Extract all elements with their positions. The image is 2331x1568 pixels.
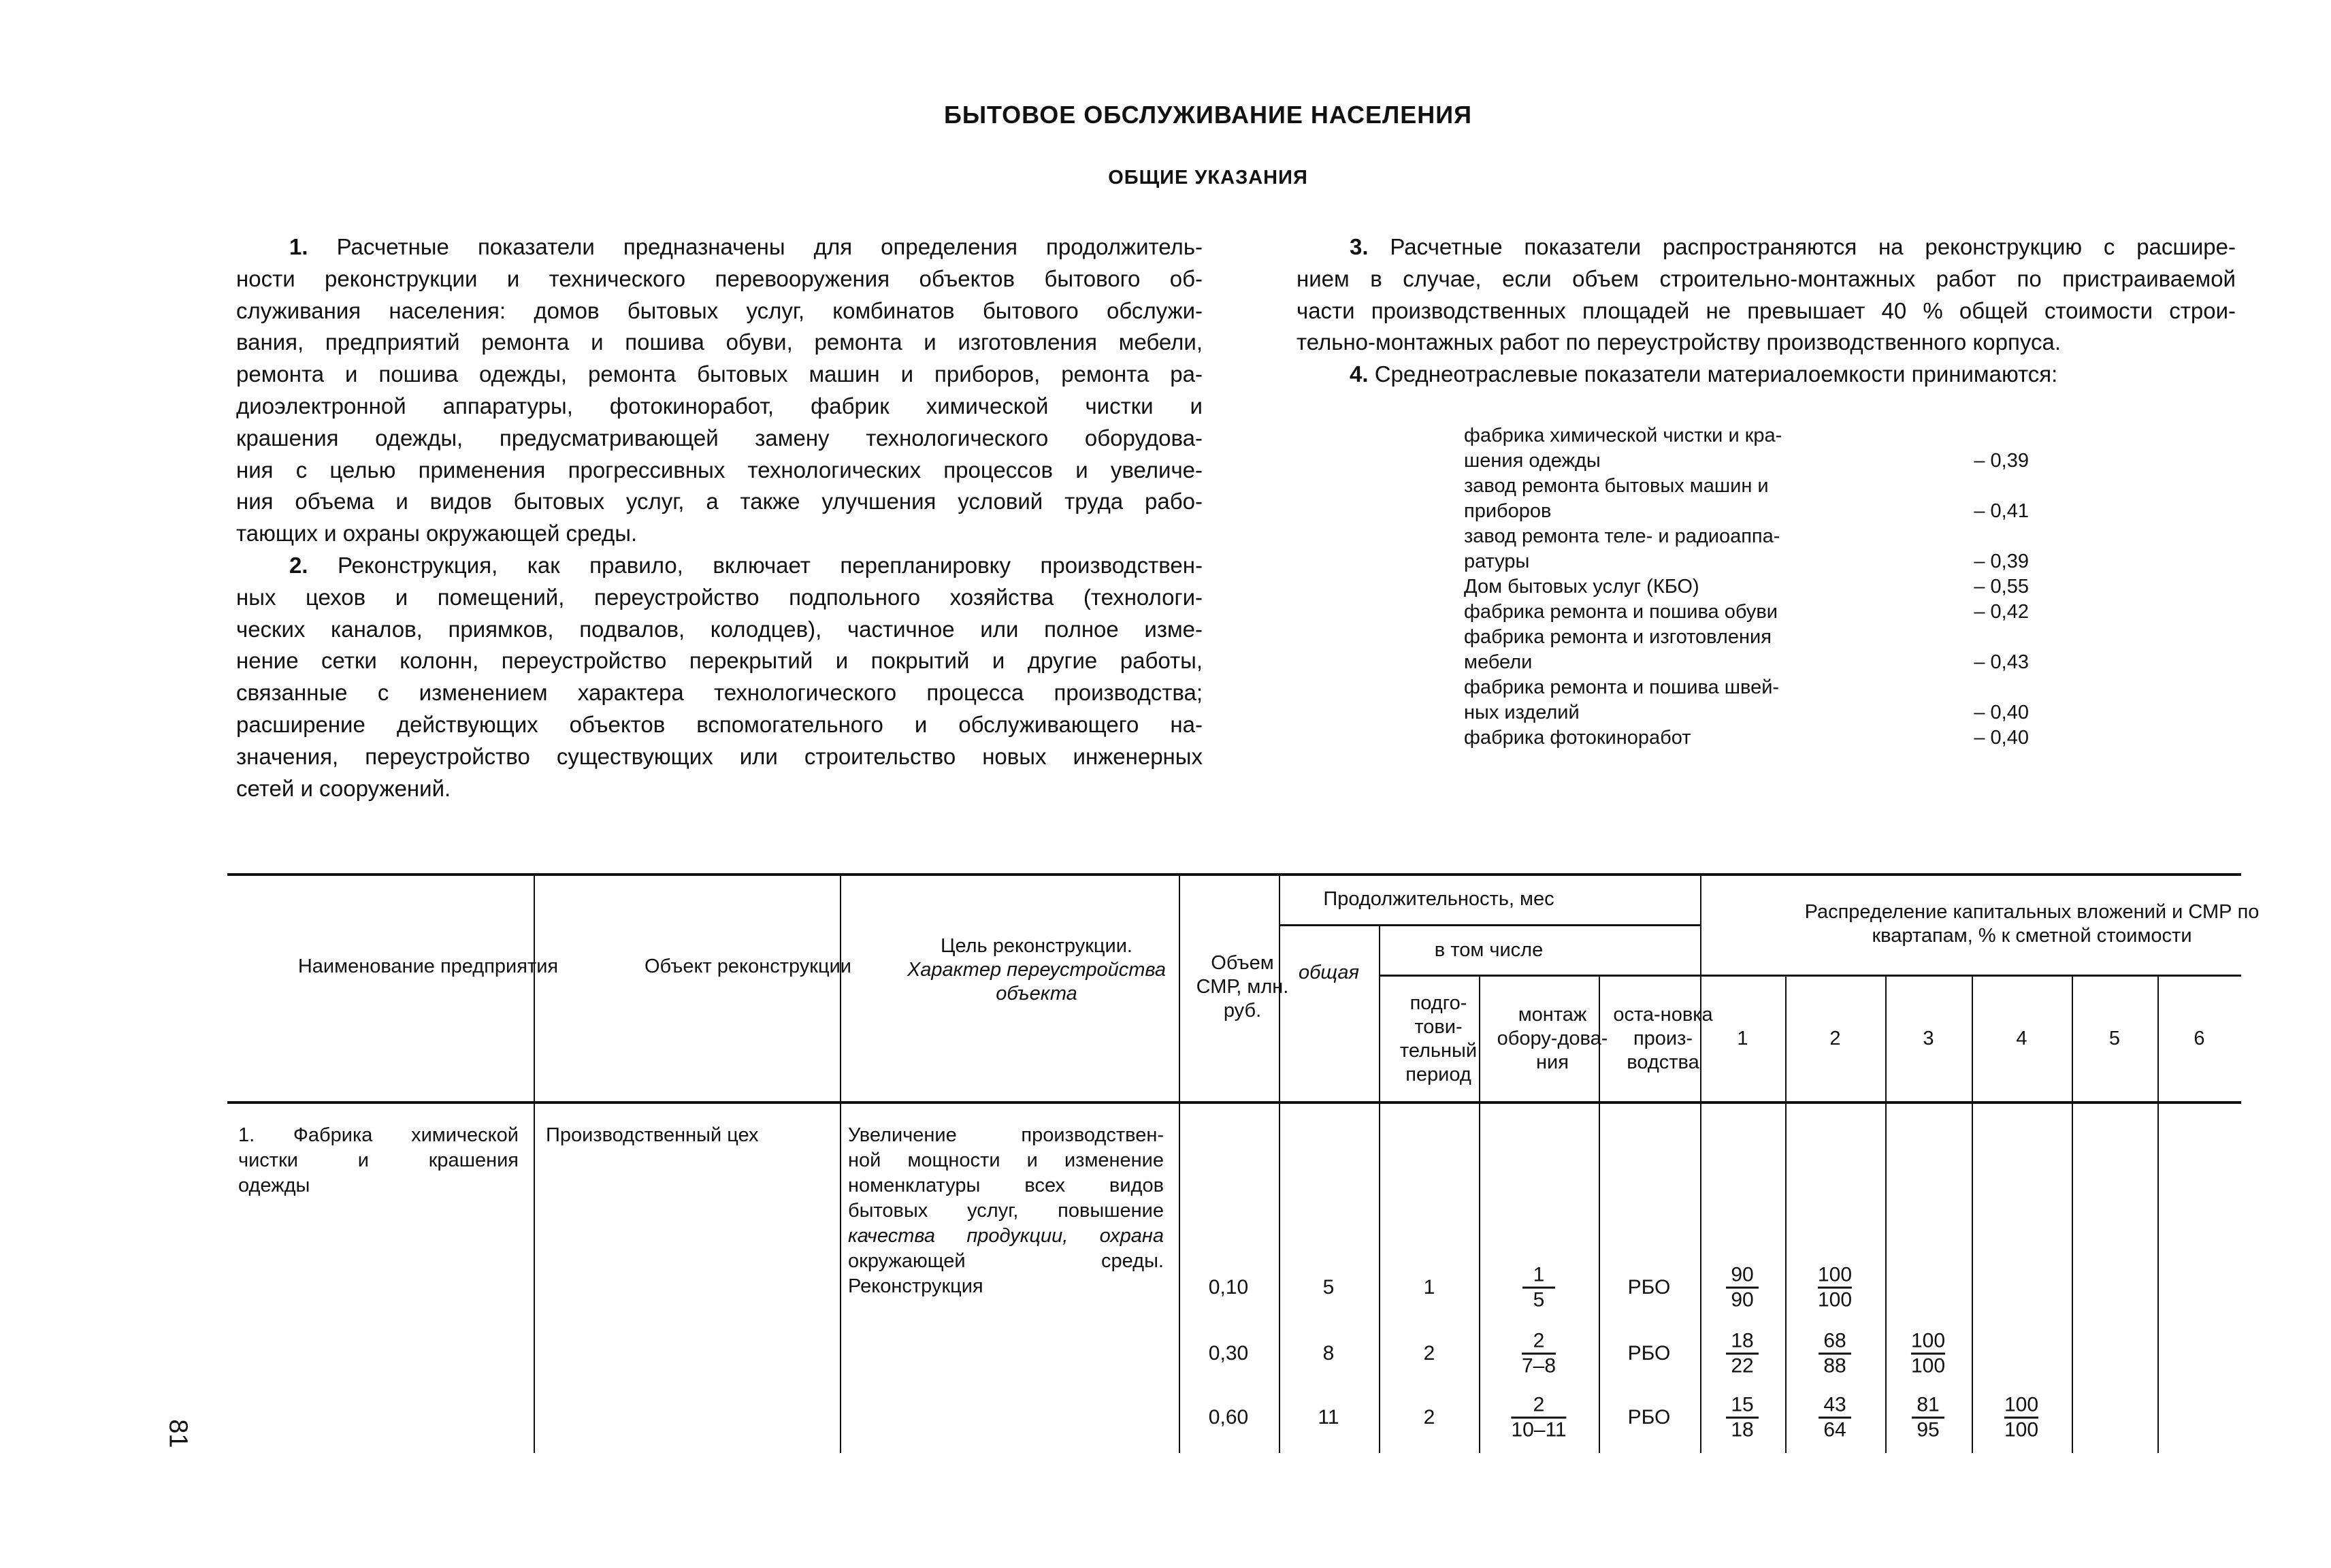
paragraph-number: 4.: [1350, 361, 1369, 387]
line-text: ных цехов и помещений, переустройство подпольного хозяйства (технологи-: [236, 584, 1203, 610]
material-row: [1464, 574, 2029, 600]
paragraph-line: [236, 391, 1203, 423]
material-name: Дом бытовых услуг (КБО): [1464, 576, 1699, 598]
material-value: – 0,40: [1974, 702, 2029, 723]
paragraph-line: [236, 582, 1203, 614]
material-row: [1464, 725, 2029, 751]
line-text: Реконструкция, как правило, включает перепланировку производствен-: [338, 552, 1203, 578]
denominator: 100: [1817, 1288, 1853, 1311]
paragraph-line: [236, 677, 1203, 709]
goal-line: Увеличение производствен-: [848, 1124, 1164, 1146]
material-name: приборов: [1464, 500, 1552, 522]
material-value: – 0,41: [1974, 500, 2029, 522]
fraction: [1911, 1330, 1945, 1378]
line-text: ческих каналов, приямков, подвалов, колодцев), частичное или полное изме-: [236, 616, 1203, 642]
header-prep: подго-тови-тельный период: [1399, 992, 1478, 1085]
fraction: [1912, 1394, 1944, 1442]
volume-value: 0,60: [1208, 1406, 1249, 1428]
denominator: 64: [1823, 1418, 1846, 1441]
paragraph-line: [236, 455, 1203, 487]
header-distribution: Распределение капитальных вложений и СМР по квартапам, % к сметной стоимости: [1804, 900, 2260, 947]
material-row: [1464, 600, 2029, 625]
prep-period: 1: [1423, 1276, 1435, 1298]
paragraph-line: [1297, 327, 2236, 359]
object-line: Производственный цех: [546, 1124, 759, 1146]
stop-production: РБО: [1627, 1406, 1671, 1428]
paragraph-number: 1.: [289, 234, 308, 259]
mount-duration: [1522, 1330, 1556, 1378]
material-name: фабрика химической чистки и кра-: [1464, 425, 1782, 446]
paragraph-line: [236, 231, 1203, 263]
numerator: 81: [1917, 1393, 1940, 1416]
line-text: Среднеотраслевые показатели материалоемкости принимаются:: [1374, 361, 2058, 387]
header-object: Объект реконструкции: [644, 955, 851, 977]
fraction: [2004, 1394, 2038, 1442]
paragraph-line: [236, 645, 1203, 677]
paragraph-line: [1297, 231, 2236, 263]
paragraph-line: [1297, 263, 2236, 295]
numerator: 2: [1533, 1329, 1545, 1352]
quarter-share-1: [1726, 1394, 1759, 1442]
material-row: [1464, 675, 2029, 725]
header-duration: Продолжительность, мес: [1323, 888, 1554, 910]
quarter-share-2: [1818, 1264, 1852, 1312]
numerator: 15: [1731, 1393, 1754, 1416]
paragraph-line: [236, 486, 1203, 518]
material-value: – 0,42: [1974, 601, 2029, 623]
total-duration: 5: [1322, 1276, 1335, 1298]
denominator: 100: [1910, 1354, 1946, 1377]
material-name: мебели: [1464, 651, 1533, 673]
numerator: 43: [1823, 1393, 1846, 1416]
paragraph-line: [236, 327, 1203, 359]
paragraph-line: [236, 709, 1203, 741]
line-text: Расчетные показатели предназначены для определения продолжитель-: [336, 234, 1203, 259]
total-duration: 11: [1318, 1406, 1339, 1428]
line-text: ния с целью применения прогрессивных технологических процессов и увеличе-: [236, 457, 1203, 483]
quarter-share-1: [1726, 1264, 1759, 1312]
numerator: 100: [1817, 1263, 1853, 1286]
header-quarter-2: 2: [1829, 1028, 1841, 1049]
material-value: – 0,39: [1974, 551, 2029, 572]
volume-value: 0,30: [1208, 1342, 1249, 1365]
paragraph-line: [236, 359, 1203, 391]
material-value: – 0,39: [1974, 450, 2029, 472]
line-text: вания, предприятий ремонта и пошива обуви, ремонта и изготовления мебели,: [236, 329, 1203, 355]
quarter-share-1: [1726, 1330, 1759, 1378]
numerator: 2: [1533, 1393, 1545, 1416]
paragraph-line: [236, 518, 1203, 550]
goal-line: качества продукции, охрана: [848, 1225, 1164, 1247]
prep-period: 2: [1423, 1406, 1435, 1428]
goal-line: бытовых услуг, повышение: [848, 1200, 1164, 1222]
material-name: завод ремонта теле- и радиоаппа-: [1464, 525, 1780, 547]
paragraph-number: 2.: [289, 552, 308, 578]
header-goal-line2: Характер переустройства объекта: [907, 958, 1167, 1004]
line-text: тельно-монтажных работ по переустройству производственного корпуса.: [1297, 329, 2061, 355]
header-including: в том числе: [1434, 938, 1544, 961]
material-value: – 0,43: [1974, 651, 2029, 673]
header-stop: оста-новка произ-водства: [1613, 1004, 1713, 1073]
page-number: 81: [163, 1419, 193, 1448]
line-text: нием в случае, если объем строительно-монтажных работ по пристраиваемой: [1297, 265, 2236, 291]
header-volume: Объем СМР, млн. руб.: [1196, 951, 1289, 1022]
paragraph-line: [1297, 359, 2236, 391]
paragraph-line: [236, 741, 1203, 773]
volume-value: 0,10: [1208, 1276, 1249, 1298]
enterprise-line: чистки и крашения: [238, 1149, 519, 1171]
enterprise-line: 1. Фабрика химической: [238, 1124, 519, 1146]
quarter-share-2: [1819, 1394, 1851, 1442]
denominator: 90: [1731, 1288, 1754, 1311]
paragraph-number: 3.: [1350, 234, 1369, 259]
mount-duration: [1511, 1394, 1566, 1442]
material-row: [1464, 423, 2029, 474]
header-total: общая: [1298, 962, 1360, 983]
paragraph-line: [236, 423, 1203, 455]
material-row: [1464, 524, 2029, 574]
page-title: БЫТОВОЕ ОБСЛУЖИВАНИЕ НАСЕЛЕНИЯ: [943, 101, 1473, 129]
goal-line: окружающей среды.: [848, 1250, 1164, 1272]
section-subtitle: ОБЩИЕ УКАЗАНИЯ: [1108, 167, 1308, 189]
paragraph-line: [1297, 295, 2236, 327]
goal-line: номенклатуры всех видов: [848, 1175, 1164, 1196]
paragraph-line: [236, 773, 1203, 805]
denominator: 22: [1731, 1354, 1754, 1377]
fraction: [1819, 1330, 1851, 1378]
paragraph-line: [236, 263, 1203, 295]
material-name: ных изделий: [1464, 702, 1580, 723]
denominator: 88: [1823, 1354, 1846, 1377]
material-name: завод ремонта бытовых машин и: [1464, 475, 1769, 497]
line-text: ности реконструкции и технического перевооружения объектов бытового об-: [236, 265, 1203, 291]
material-row: [1464, 474, 2029, 524]
denominator: 18: [1731, 1418, 1754, 1441]
line-text: расширение действующих объектов вспомогательного и обслуживающего на-: [236, 711, 1203, 737]
numerator: 1: [1533, 1263, 1545, 1286]
quarter-share-2: [1819, 1330, 1851, 1378]
denominator: 95: [1917, 1418, 1940, 1441]
fraction: [1726, 1264, 1759, 1312]
fraction: [1818, 1264, 1852, 1312]
line-text: ремонта и пошива одежды, ремонта бытовых машин и приборов, ремонта ра-: [236, 361, 1203, 387]
fraction: [1726, 1394, 1759, 1442]
line-text: сетей и сооружений.: [236, 775, 451, 801]
left-text-column: [236, 231, 1203, 804]
material-name: фабрика ремонта и пошива швей-: [1464, 676, 1780, 698]
header-quarter-1: 1: [1737, 1028, 1748, 1049]
material-name: фабрика фотокиноработ: [1464, 727, 1691, 749]
goal-line: ной мощности и изменение: [848, 1149, 1164, 1171]
line-text: крашения одежды, предусматривающей замену технологического оборудова-: [236, 425, 1203, 451]
fraction: [1511, 1394, 1566, 1442]
quarter-share-3: [1912, 1394, 1944, 1442]
denominator: 5: [1533, 1288, 1545, 1311]
table-rule: [227, 873, 2241, 876]
header-goal-line1: Цель реконструкции.: [941, 934, 1132, 957]
material-value: – 0,55: [1974, 576, 2029, 598]
header-mount: монтаж обору-дова-ния: [1497, 1004, 1608, 1073]
line-text: связанные с изменением характера технологического процесса производства;: [236, 680, 1203, 706]
fraction: [1522, 1330, 1556, 1378]
denominator: 100: [2004, 1418, 2039, 1441]
numerator: 100: [2004, 1393, 2039, 1416]
right-text-column: [1297, 231, 2236, 391]
line-text: значения, переустройство существующих или строительство новых инженерных: [236, 743, 1203, 769]
material-name: фабрика ремонта и изготовления: [1464, 626, 1772, 648]
line-text: Расчетные показатели распространяются на реконструкцию с расшире-: [1390, 234, 2236, 259]
numerator: 90: [1731, 1263, 1754, 1286]
fraction: [1726, 1330, 1759, 1378]
numerator: 68: [1823, 1329, 1846, 1352]
goal-line: Реконструкция: [848, 1275, 983, 1297]
materials-list: [1464, 423, 2029, 751]
total-duration: 8: [1322, 1342, 1335, 1365]
material-value: – 0,40: [1974, 727, 2029, 749]
line-text: нение сетки колонн, переустройство перекрытий и покрытий и другие работы,: [236, 648, 1203, 674]
line-text: диоэлектронной аппаратуры, фотокиноработ, фабрик химической чистки и: [236, 393, 1203, 419]
material-name: ратуры: [1464, 551, 1530, 572]
line-text: служивания населения: домов бытовых услуг, комбинатов бытового обслужи-: [236, 297, 1203, 323]
denominator: 10–11: [1511, 1418, 1567, 1441]
enterprise-line: одежды: [238, 1175, 310, 1196]
line-text: части производственных площадей не превышает 40 % общей стоимости строи-: [1297, 297, 2236, 323]
line-text: тающих и охраны окружающей среды.: [236, 521, 638, 546]
header-quarter-5: 5: [2108, 1028, 2121, 1049]
fraction: [1819, 1394, 1851, 1442]
numerator: 18: [1731, 1329, 1754, 1352]
denominator: 7–8: [1521, 1354, 1556, 1377]
paragraph-line: [236, 614, 1203, 646]
fraction: [1522, 1264, 1555, 1312]
header-quarter-3: 3: [1923, 1028, 1934, 1049]
material-name: фабрика ремонта и пошива обуви: [1464, 601, 1778, 623]
prep-period: 2: [1423, 1342, 1435, 1365]
quarter-share-3: [1911, 1330, 1945, 1378]
header-quarter-4: 4: [2016, 1028, 2027, 1049]
stop-production: РБО: [1627, 1276, 1671, 1298]
header-quarter-6: 6: [2194, 1028, 2205, 1049]
header-enterprise: Наименование предприятия: [297, 955, 559, 977]
line-text: ния объема и видов бытовых услуг, а также улучшения условий труда рабо-: [236, 489, 1203, 514]
material-name: шения одежды: [1464, 450, 1601, 472]
stop-production: РБО: [1627, 1342, 1671, 1365]
header-goal: [840, 919, 1233, 1021]
material-row: [1464, 625, 2029, 675]
quarter-share-4: [2004, 1394, 2038, 1442]
mount-duration: [1522, 1264, 1555, 1312]
paragraph-line: [236, 295, 1203, 327]
paragraph-line: [236, 550, 1203, 582]
numerator: 100: [1910, 1329, 1946, 1352]
